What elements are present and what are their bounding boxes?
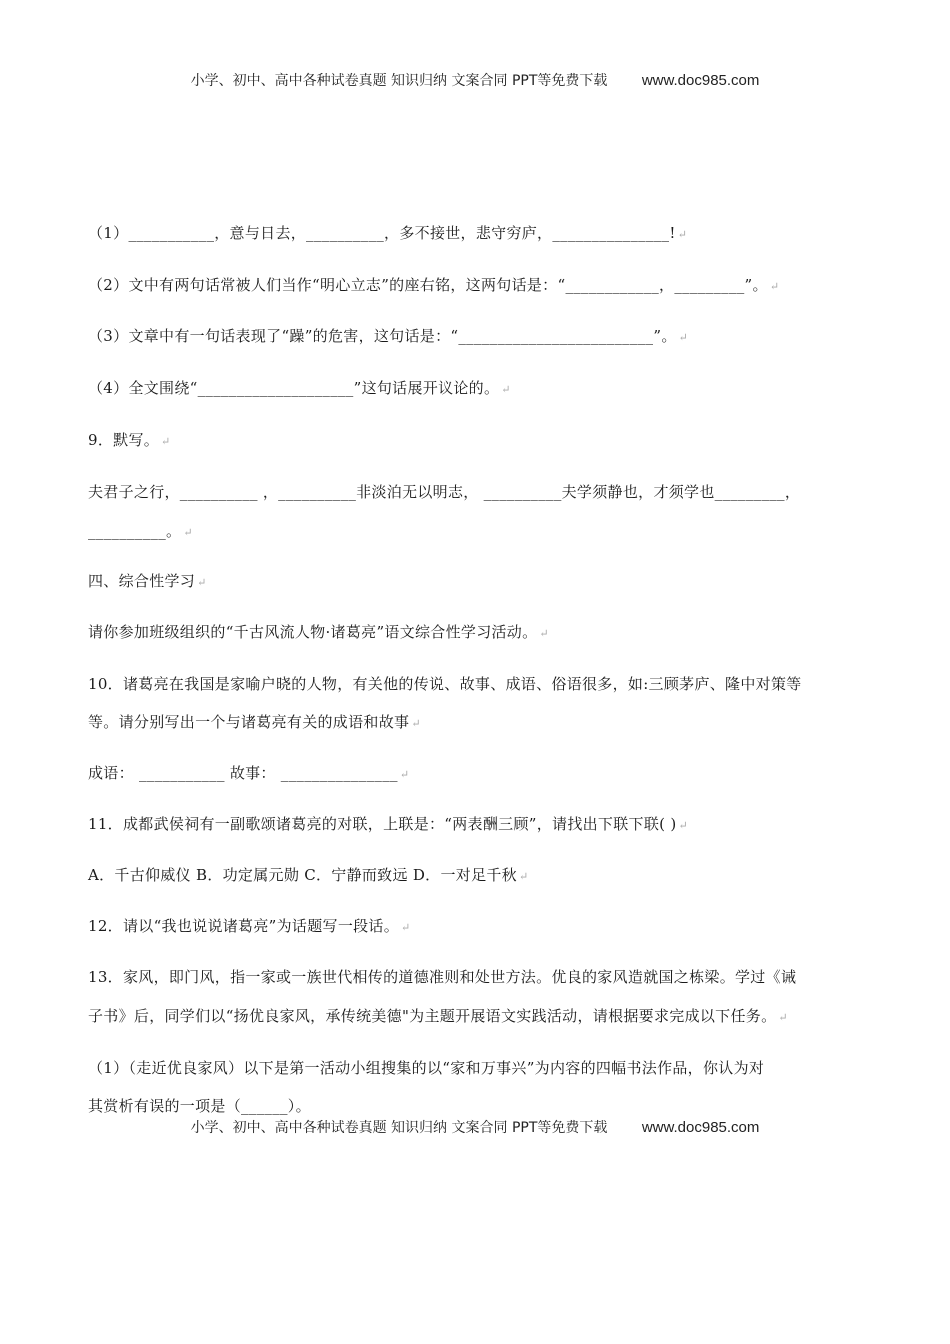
footer-site-link[interactable]: www.doc985.com [641, 1119, 760, 1136]
activity-intro: 请你参加班级组织的“千古风流人物·诸葛亮”语文综合性学习活动。 ↵ [88, 623, 549, 641]
question-11-options: A．千古仰威仪 B．功定属元勋 C．宁静而致远 D．一对足千秋 ↵ [88, 866, 529, 884]
question-10-line-2: 等。请分别写出一个与诸葛亮有关的成语和故事 ↵ [88, 713, 421, 731]
question-12: 12．请以“我也说说诸葛亮”为话题写一段话。 ↵ [88, 917, 411, 935]
question-8-1: （1）___________，意与日去，__________，多不接世，悲守穷庐，_______________! ↵ [88, 224, 688, 242]
question-9-line-2: __________。 ↵ [88, 522, 193, 540]
header-text: 小学、初中、高中各种试卷真题 知识归纳 文案合同 PPT等免费下载 [190, 73, 608, 89]
header-site-link[interactable]: www.doc985.com [641, 72, 760, 89]
question-13-line-2: 子书》后，同学们以“扬优良家风，承传统美德"为主题开展语文实践活动，请根据要求完成以下任务。 ↵ [88, 1007, 788, 1025]
question-10-line-1: 10．诸葛亮在我国是家喻户晓的人物，有关他的传说、故事、成语、俗语很多，如:三顾茅庐、隆中对策等 [88, 675, 802, 693]
question-11: 11．成都武侯祠有一副歌颂诸葛亮的对联，上联是：“两表酬三顾”，请找出下联下联( ) ↵ [88, 815, 689, 833]
question-13-1-line-1: （1）（走近优良家风）以下是第一活动小组搜集的以“家和万事兴”为内容的四幅书法作品，你认为对 [88, 1059, 765, 1077]
question-8-4: （4）全文围绕“____________________”这句话展开议论的。 ↵ [88, 379, 511, 397]
question-13-line-1: 13．家风，即门风，指一家或一族世代相传的道德准则和处世方法。优良的家风造就国之栋梁。学过《诫 [88, 968, 797, 986]
question-8-2: （2）文中有两句话常被人们当作“明心立志”的座右铭，这两句话是：“____________，_________”。 ↵ [88, 276, 780, 294]
question-13-1-line-2: 其赏析有误的一项是（______）。 [88, 1097, 311, 1115]
question-10-answers: 成语： ___________ 故事： _______________ ↵ [88, 764, 410, 782]
page-footer [0, 1117, 950, 1137]
section-4-heading: 四、综合性学习 ↵ [88, 572, 207, 590]
question-9-title: 9．默写。 ↵ [88, 431, 171, 449]
footer-text: 小学、初中、高中各种试卷真题 知识归纳 文案合同 PPT等免费下载 [190, 1120, 608, 1136]
question-8-3: （3）文章中有一句话表现了“躁”的危害，这句话是：“_________________________”。 ↵ [88, 327, 689, 345]
page-header [0, 70, 950, 90]
question-9-line-1: 夫君子之行，__________ ，__________非淡泊无以明志， __________夫学须静也，才须学也_________， [88, 483, 801, 501]
